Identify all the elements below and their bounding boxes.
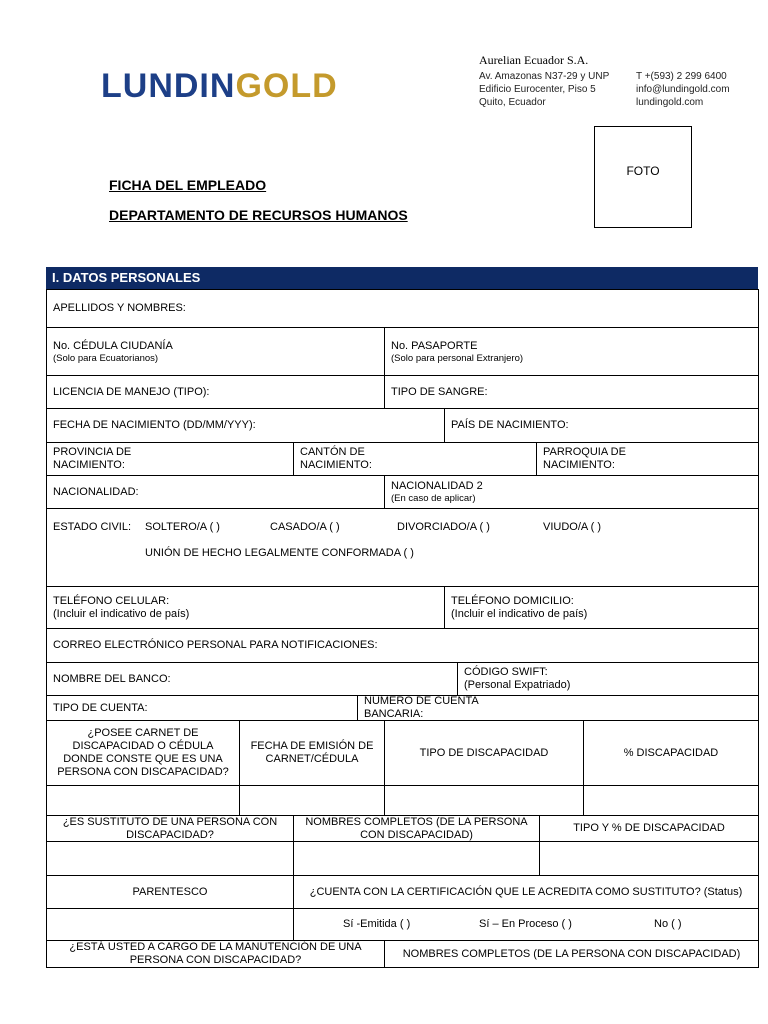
department-title: DEPARTAMENTO DE RECURSOS HUMANOS [109, 207, 408, 223]
field-label: PAÍS DE NACIMIENTO: [451, 419, 569, 431]
field-fecha-nacimiento[interactable] [46, 408, 445, 443]
field-note: (Incluir el indicativo de país) [53, 607, 190, 620]
header-certificacion [293, 875, 759, 909]
field-label: NUMERO DE CUENTA BANCARIA: [364, 695, 479, 720]
header-manutencion [46, 940, 385, 968]
field-parroquia[interactable] [536, 442, 759, 476]
section-header-datos-personales: I. DATOS PERSONALES [46, 267, 758, 289]
photo-box: FOTO [594, 126, 692, 228]
field-label: TIPO DE SANGRE: [391, 385, 488, 398]
logo-part-gold: GOLD [235, 67, 338, 105]
field-nacionalidad[interactable] [46, 475, 385, 509]
field-telefono-celular[interactable] [46, 586, 445, 629]
field-label: CÓDIGO SWIFT: [464, 666, 548, 678]
field-label: NOMBRES COMPLETOS (DE LA PERSONA CON DISCAPACIDAD) [402, 947, 741, 960]
input-tipo-porcentaje[interactable] [539, 841, 759, 876]
option-soltero[interactable]: SOLTERO/A ( ) [145, 521, 220, 533]
contact-email: info@lundingold.com [636, 84, 730, 95]
field-note: (Solo para personal Extranjero) [391, 352, 524, 364]
option-union-hecho[interactable]: UNIÓN DE HECHO LEGALMENTE CONFORMADA ( ) [145, 547, 414, 559]
input-fecha-emision[interactable] [239, 785, 385, 816]
field-label: PARENTESCO [132, 885, 208, 898]
company-contact [636, 70, 730, 109]
input-sustituto[interactable] [46, 841, 294, 876]
header-porcentaje-discapacidad [583, 720, 759, 786]
field-correo[interactable] [46, 628, 759, 663]
field-pasaporte[interactable] [384, 327, 759, 376]
field-provincia[interactable] [46, 442, 294, 476]
field-note: (Solo para Ecuatorianos) [53, 352, 159, 364]
input-posee-carnet[interactable] [46, 785, 240, 816]
field-codigo-swift[interactable] [457, 662, 759, 696]
company-name: Aurelian Ecuador S.A. [479, 53, 589, 67]
field-label: PARROQUIA DE NACIMIENTO: [543, 446, 626, 471]
field-telefono-domicilio[interactable] [444, 586, 759, 629]
field-label: No. CÉDULA CIUDANÍA [53, 339, 173, 352]
header-fecha-emision [239, 720, 385, 786]
input-tipo-discapacidad[interactable] [384, 785, 584, 816]
field-label: NACIONALIDAD: [53, 485, 139, 498]
header-sustituto [46, 815, 294, 842]
field-nacionalidad-2[interactable] [384, 475, 759, 509]
field-label: APELLIDOS Y NOMBRES: [53, 302, 186, 314]
field-label: TELÉFONO DOMICILIO: [451, 594, 574, 607]
option-si-emitida[interactable]: Sí -Emitida ( ) [343, 918, 411, 930]
input-porcentaje-discapacidad[interactable] [583, 785, 759, 816]
option-no[interactable]: No ( ) [654, 918, 682, 930]
logo-part-lundin: LUNDIN [101, 67, 236, 105]
field-apellidos-nombres[interactable] [46, 289, 759, 328]
field-note: (Personal Expatriado) [464, 679, 571, 691]
field-numero-cuenta[interactable] [357, 695, 759, 721]
field-label: PROVINCIA DE NACIMIENTO: [53, 446, 132, 471]
field-label: NOMBRES COMPLETOS (DE LA PERSONA CON DISCAPACIDAD) [305, 815, 528, 841]
contact-website: lundingold.com [636, 97, 704, 108]
field-tipo-sangre[interactable] [384, 375, 759, 409]
address-line: Av. Amazonas N37-29 y UNP [479, 71, 610, 82]
field-tipo-cuenta[interactable] [46, 695, 358, 721]
address-line: Quito, Ecuador [479, 97, 546, 108]
header-nombres-persona [293, 815, 540, 842]
field-note: (Incluir el indicativo de país) [451, 607, 588, 620]
company-address [479, 70, 609, 109]
field-label: TIPO DE CUENTA: [53, 701, 148, 714]
field-label: CORREO ELECTRÓNICO PERSONAL PARA NOTIFICACIONES: [53, 639, 378, 651]
option-viudo[interactable]: VIUDO/A ( ) [543, 521, 602, 533]
header-parentesco [46, 875, 294, 909]
option-divorciado[interactable]: DIVORCIADO/A ( ) [397, 521, 490, 533]
field-label: TIPO Y % DE DISCAPACIDAD [573, 822, 725, 834]
field-label: NOMBRE DEL BANCO: [53, 672, 171, 685]
input-parentesco[interactable] [46, 908, 294, 941]
field-label: ¿CUENTA CON LA CERTIFICACIÓN QUE LE ACREDITA COMO SUSTITUTO? (Status) [309, 885, 743, 898]
lundin-gold-logo [101, 66, 338, 106]
form-title: FICHA DEL EMPLEADO [109, 177, 267, 193]
estado-civil-label: ESTADO CIVIL: [53, 521, 132, 533]
option-si-en-proceso[interactable]: Sí – En Proceso ( ) [479, 918, 572, 930]
field-label: FECHA DE NACIMIENTO (DD/MM/YYY): [53, 419, 256, 431]
header-tipo-discapacidad [384, 720, 584, 786]
field-label: TIPO DE DISCAPACIDAD [419, 746, 549, 759]
field-label: NACIONALIDAD 2 [391, 480, 483, 492]
field-cedula[interactable] [46, 327, 385, 376]
header-tipo-porcentaje [539, 815, 759, 842]
field-label: LICENCIA DE MANEJO (TIPO): [53, 385, 210, 398]
field-label: FECHA DE EMISIÓN DE CARNET/CÉDULA [250, 740, 374, 765]
address-line: Edificio Eurocenter, Piso 5 [479, 84, 596, 95]
option-casado[interactable]: CASADO/A ( ) [270, 521, 340, 533]
field-banco[interactable] [46, 662, 458, 696]
input-nombres-persona[interactable] [293, 841, 540, 876]
field-note: (En caso de aplicar) [391, 493, 476, 504]
contact-phone: T +(593) 2 299 6400 [636, 71, 727, 82]
field-licencia[interactable] [46, 375, 385, 409]
field-label: ¿POSEE CARNET DE DISCAPACIDAD O CÉDULA DONDE CONSTE QUE ES UNA PERSONA CON DISCAPACIDAD? [57, 727, 229, 778]
field-label: ¿ES SUSTITUTO DE UNA PERSONA CON DISCAPACIDAD? [62, 815, 278, 841]
field-label: % DISCAPACIDAD [623, 746, 719, 759]
field-label: ¿ESTÁ USTED A CARGO DE LA MANUTENCIÓN DE UNA PERSONA CON DISCAPACIDAD? [69, 941, 362, 966]
field-pais-nacimiento[interactable] [444, 408, 759, 443]
field-canton[interactable] [293, 442, 537, 476]
header-nombres-completos [384, 940, 759, 968]
field-label: CANTÓN DE NACIMIENTO: [300, 446, 372, 471]
field-label: No. PASAPORTE [391, 339, 478, 352]
field-label: TELÉFONO CELULAR: [53, 594, 170, 607]
header-posee-carnet [46, 720, 240, 786]
